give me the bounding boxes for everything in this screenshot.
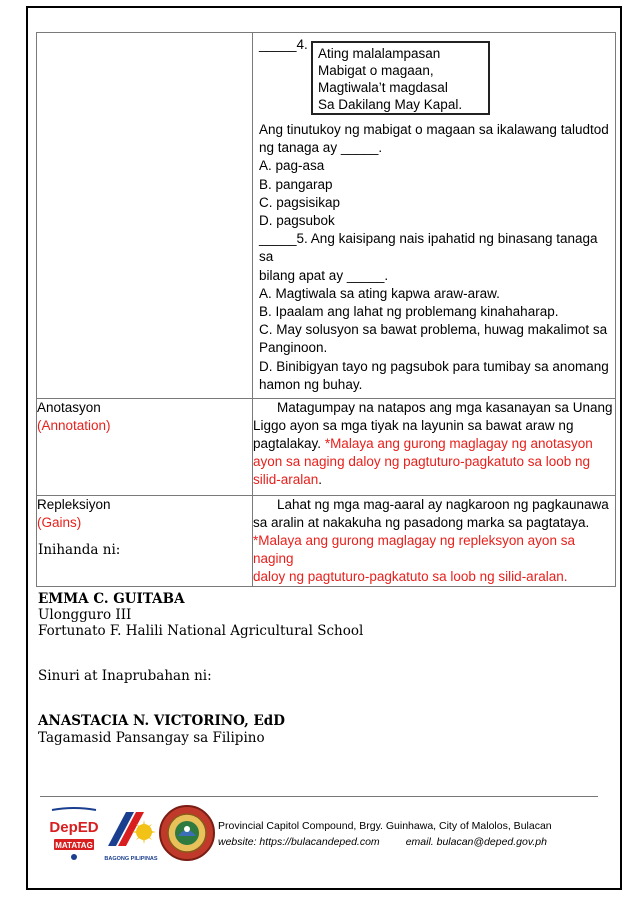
tanaga-line: Magtiwala’t magdasal <box>318 80 448 95</box>
bagong-pilipinas-logo <box>104 806 158 864</box>
table-row <box>37 496 616 587</box>
table-row <box>37 399 616 496</box>
q4-stem-line: Ang tinutukoy ng mabigat o magaan sa ikalawang taludtod <box>259 122 609 137</box>
annotation-label-cell <box>37 399 253 496</box>
question-4-number: _____4. <box>259 37 308 52</box>
q5-option: Panginoon. <box>259 340 328 356</box>
approved-title: Tagamasid Pansangay sa Filipino <box>38 730 265 746</box>
reflection-note: daloy ng pagtuturo-pagkatuto sa loob ng silid-aralan. <box>253 569 568 585</box>
tanaga-line: Sa Dakilang May Kapal. <box>318 97 463 112</box>
reflection-text-cell <box>253 496 616 587</box>
tanaga-box <box>311 41 490 115</box>
q4-option: D. pagsubok <box>259 213 335 229</box>
tanaga-area <box>253 33 615 113</box>
prepared-school: Fortunato F. Halili National Agricultural School <box>38 623 364 639</box>
prepared-name: EMMA C. GUITABA <box>38 591 185 607</box>
footer-address: Provincial Capitol Compound, Brgy. Guinhawa, City of Malolos, Bulacan <box>218 820 552 832</box>
q5-stem-line: bilang apat ay _____. <box>259 267 389 283</box>
footer-divider <box>40 796 598 797</box>
footer-website[interactable]: website: https://bulacandeped.com <box>218 836 380 848</box>
q5-stem-line: _____5. Ang kaisipang nais ipahatid ng binasang tanaga sa <box>259 231 598 265</box>
q4-option: A. pag-asa <box>259 158 325 174</box>
annotation-note: silid-aralan <box>253 472 319 488</box>
q4-option: B. pangarap <box>259 176 333 192</box>
reflection-note: *Malaya ang gurong maglagay ng repleksyon ayon sa naging <box>253 533 575 567</box>
footer-email[interactable]: email. bulacan@deped.gov.ph <box>405 836 547 848</box>
annotation-note: ayon sa naging daloy ng pagtuturo-pagkatuto sa loob ng <box>253 454 591 470</box>
reflection-line: sa aralin at nakakuha ng pasadong marka sa pagtataya. <box>253 515 590 531</box>
empty-left-cell <box>37 33 253 399</box>
annotation-note: *Malaya ang gurong maglagay ng anotasyon <box>324 436 593 452</box>
approved-label: Sinuri at Inaprubahan ni: <box>38 668 212 684</box>
annotation-label-en: (Annotation) <box>37 418 111 434</box>
annotation-label: Anotasyon <box>37 400 101 416</box>
deped-matatag-logo <box>46 806 102 862</box>
lesson-table <box>36 32 616 587</box>
q5-option: D. Binibigyan tayo ng pagsubok para tumibay sa anomang <box>259 358 609 374</box>
q5-option: A. Magtiwala sa ating kapwa araw-araw. <box>259 285 500 301</box>
approved-name: ANASTACIA N. VICTORINO, EdD <box>38 713 285 729</box>
q5-option: B. Ipaalam ang lahat ng problemang kinahaharap. <box>259 304 559 320</box>
q4-option: C. pagsisikap <box>259 194 341 210</box>
division-seal-logo <box>158 804 216 862</box>
deped-wordmark: DepED <box>49 819 99 836</box>
annotation-text-cell <box>253 399 616 496</box>
reflection-label: Repleksiyon <box>37 497 111 513</box>
question-4 <box>253 113 615 398</box>
bagong-pilipinas-wordmark: BAGONG PILIPINAS <box>104 856 158 862</box>
annotation-line: pagtalakay. <box>253 436 325 452</box>
annotation-period: . <box>318 472 323 488</box>
questions-cell <box>253 33 616 399</box>
q5-option: hamon ng buhay. <box>259 376 363 392</box>
tanaga-line: Ating malalampasan <box>318 46 441 61</box>
annotation-line: Matagumpay na natapos ang mga kasanayan sa Unang <box>277 400 613 416</box>
reflection-label-en: (Gains) <box>37 515 82 531</box>
q5-option: C. May solusyon sa bawat problema, huwag makalimot sa <box>259 322 608 338</box>
footer-contact <box>218 818 552 850</box>
annotation-line: Liggo ayon sa mga tiyak na layunin sa bawat araw ng <box>253 418 574 434</box>
reflection-line: Lahat ng mga mag-aaral ay nagkaroon ng pagkaunawa <box>277 497 609 513</box>
table-row <box>37 33 616 399</box>
matatag-wordmark: MATATAG <box>55 841 93 850</box>
prepared-title: Ulongguro III <box>38 607 132 623</box>
q4-stem-line: ng tanaga ay _____. <box>259 140 383 156</box>
tanaga-line: Mabigat o magaan, <box>318 63 434 78</box>
prepared-label: Inihanda ni: <box>38 542 121 558</box>
